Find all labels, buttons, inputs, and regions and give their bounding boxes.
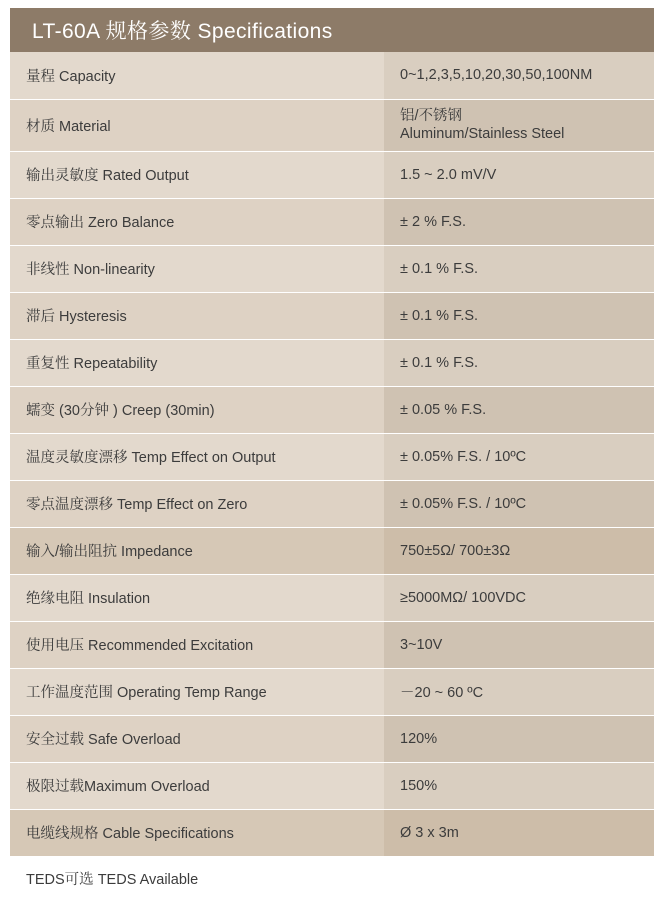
table-row [10,574,654,621]
specifications-table [10,52,654,900]
table-row [10,480,654,527]
row-label: 电缆线规格 Cable Specifications [10,809,384,856]
row-value: 150% [384,762,654,809]
row-label: 材质 Material [10,99,384,151]
row-label: 输入/输出阻抗 Impedance [10,527,384,574]
row-value: ± 0.1 % F.S. [384,292,654,339]
row-label: 使用电压 Recommended Excitation [10,621,384,668]
row-label: 量程 Capacity [10,52,384,99]
row-label: 滞后 Hysteresis [10,292,384,339]
table-row [10,809,654,856]
teds-note: TEDS可选 TEDS Available [10,856,654,900]
table-row [10,198,654,245]
row-label: 零点输出 Zero Balance [10,198,384,245]
row-label: 蠕变 (30分钟 ) Creep (30min) [10,386,384,433]
row-value: 1.5 ~ 2.0 mV/V [384,151,654,198]
row-value: 750±5Ω/ 700±3Ω [384,527,654,574]
row-value: －20 ~ 60 ºC [384,668,654,715]
row-label: 非线性 Non-linearity [10,245,384,292]
row-value: 120% [384,715,654,762]
table-row [10,386,654,433]
row-label: 极限过载Maximum Overload [10,762,384,809]
row-label: 安全过载 Safe Overload [10,715,384,762]
row-label: 零点温度漂移 Temp Effect on Zero [10,480,384,527]
table-row [10,52,654,99]
row-value-line-2: Aluminum/Stainless Steel [400,126,565,142]
table-row [10,151,654,198]
table-row [10,292,654,339]
row-value: ± 0.05% F.S. / 10ºC [384,480,654,527]
row-label: 工作温度范围 Operating Temp Range [10,668,384,715]
row-value [384,99,654,151]
row-value: 0~1,2,3,5,10,20,30,50,100NM [384,52,654,99]
row-value: ± 0.1 % F.S. [384,339,654,386]
row-value: ± 0.05% F.S. / 10ºC [384,433,654,480]
row-label: 重复性 Repeatability [10,339,384,386]
table-footer-row [10,856,654,900]
row-value: ± 0.05 % F.S. [384,386,654,433]
table-row [10,715,654,762]
page-title-text: LT-60A 规格参数 Specifications [32,20,333,43]
row-value-line-1: 铝/不锈钢 [400,107,463,124]
page-title [10,8,654,52]
row-value: ± 0.1 % F.S. [384,245,654,292]
table-row [10,527,654,574]
row-label: 绝缘电阻 Insulation [10,574,384,621]
row-value: 3~10V [384,621,654,668]
row-value: Ø 3 x 3m [384,809,654,856]
row-value: ± 2 % F.S. [384,198,654,245]
row-label: 输出灵敏度 Rated Output [10,151,384,198]
table-row [10,621,654,668]
table-row [10,339,654,386]
row-label: 温度灵敏度漂移 Temp Effect on Output [10,433,384,480]
table-row [10,668,654,715]
table-row [10,245,654,292]
table-row [10,99,654,151]
table-row [10,433,654,480]
table-row [10,762,654,809]
row-value: ≥5000MΩ/ 100VDC [384,574,654,621]
